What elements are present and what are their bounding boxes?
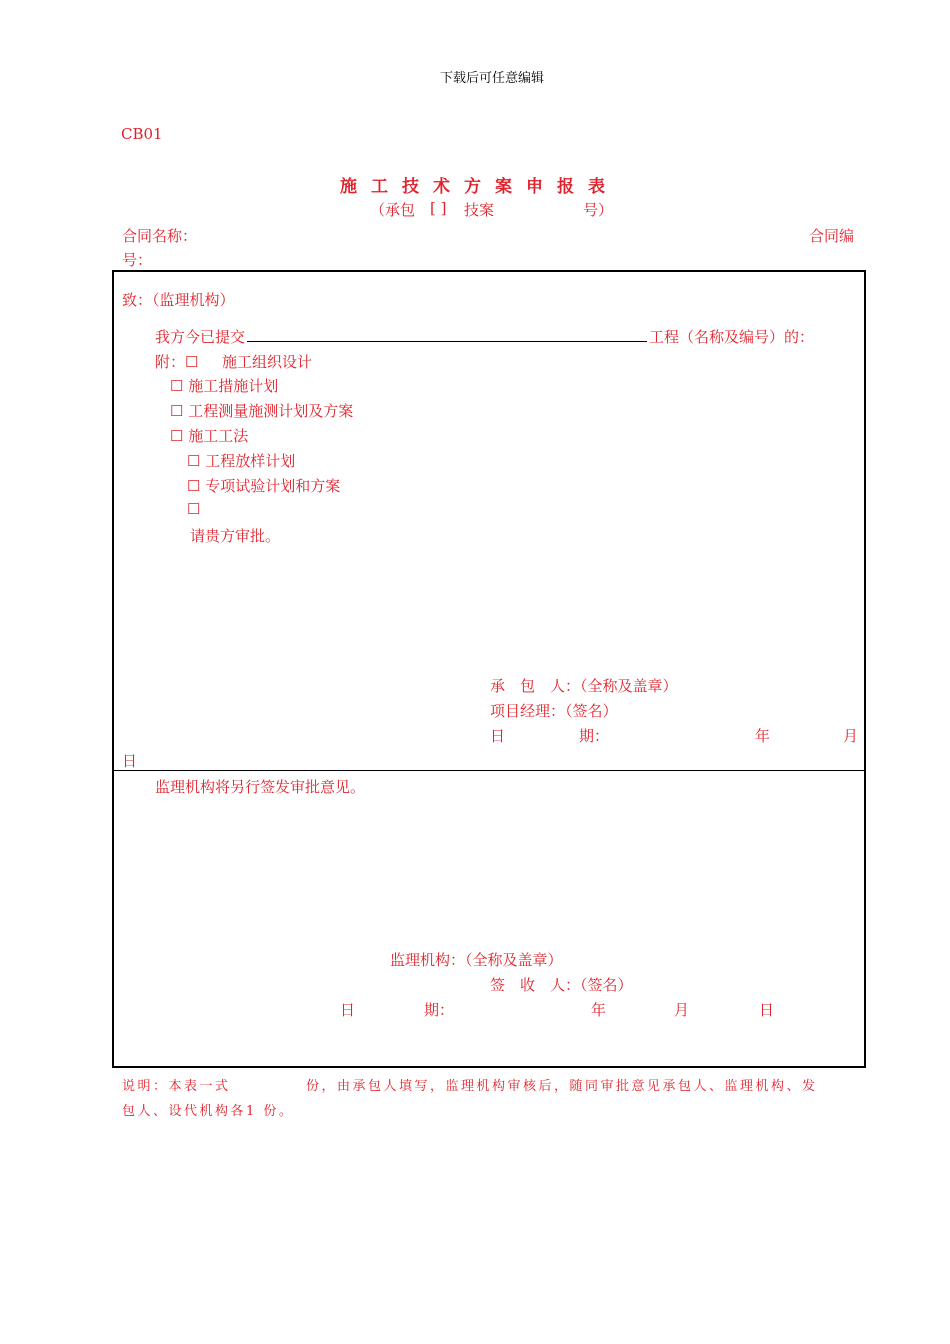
section-divider <box>112 770 866 771</box>
manager-label: 项目经理：（签名） <box>490 702 618 720</box>
form-code: CB01 <box>121 125 163 143</box>
submit-prefix: 我方今已提交 <box>155 328 246 346</box>
contract-number-label-wrap: 号： <box>122 251 153 269</box>
date2-ri-label: 日 <box>340 1001 356 1019</box>
contractor-label: 承 包 人：（全称及盖章） <box>490 677 678 695</box>
date-qi-label: 期： <box>579 727 610 745</box>
project-name-blank[interactable] <box>247 327 647 342</box>
attach-item-other[interactable]: ☐ <box>187 500 201 518</box>
header-note: 下载后可任意编辑 <box>440 71 545 86</box>
contract-name-label: 合同名称： <box>122 227 198 245</box>
subtitle-prefix: （承包 <box>370 201 416 219</box>
subtitle-bracket: [ ] <box>430 199 447 217</box>
date-year: 年 <box>755 727 771 745</box>
subtitle-suffix: 号） <box>583 201 614 219</box>
footnote-line2: 包人、设代机构各1 份。 <box>122 1104 295 1119</box>
submit-line <box>155 326 814 347</box>
date-day: 日 <box>122 752 138 770</box>
date2-day: 日 <box>759 1001 775 1019</box>
receiver-label: 签 收 人：（签名） <box>490 976 633 994</box>
date2-qi-label: 期： <box>424 1001 455 1019</box>
attach-item-construction-design[interactable]: 施工组织设计 <box>222 353 313 371</box>
date-ri-label: 日 <box>490 727 506 745</box>
supervisor-opinion: 监理机构将另行签发审批意见。 <box>155 778 366 796</box>
footnote-line1-b: 份，由承包人填写，监理机构审核后，随同审批意见承包人、监理机构、发 <box>306 1079 818 1094</box>
contract-number-label: 合同编 <box>809 227 855 245</box>
attach-label: 附：☐ <box>155 353 199 371</box>
date-month: 月 <box>843 727 859 745</box>
date2-year: 年 <box>591 1001 607 1019</box>
page-title: 施工技术方案申报表 <box>340 177 619 197</box>
to-line: 致：（监理机构） <box>122 291 235 309</box>
attach-item-survey-plan[interactable]: ☐ 工程测量施测计划及方案 <box>170 402 354 420</box>
attach-item-test-plan[interactable]: ☐ 专项试验计划和方案 <box>187 477 341 495</box>
attach-item-layout-plan[interactable]: ☐ 工程放样计划 <box>187 452 296 470</box>
supervisor-org-label: 监理机构：（全称及盖章） <box>390 951 563 969</box>
request-text: 请贵方审批。 <box>190 527 281 545</box>
date2-month: 月 <box>674 1001 690 1019</box>
attach-item-method[interactable]: ☐ 施工工法 <box>170 427 249 445</box>
footnote-line1-a: 说明：本表一式 <box>122 1079 231 1094</box>
subtitle <box>370 199 415 220</box>
subtitle-mid: 技案 <box>464 201 495 219</box>
submit-suffix: 工程（名称及编号）的： <box>649 328 815 346</box>
attach-item-measures-plan[interactable]: ☐ 施工措施计划 <box>170 377 279 395</box>
